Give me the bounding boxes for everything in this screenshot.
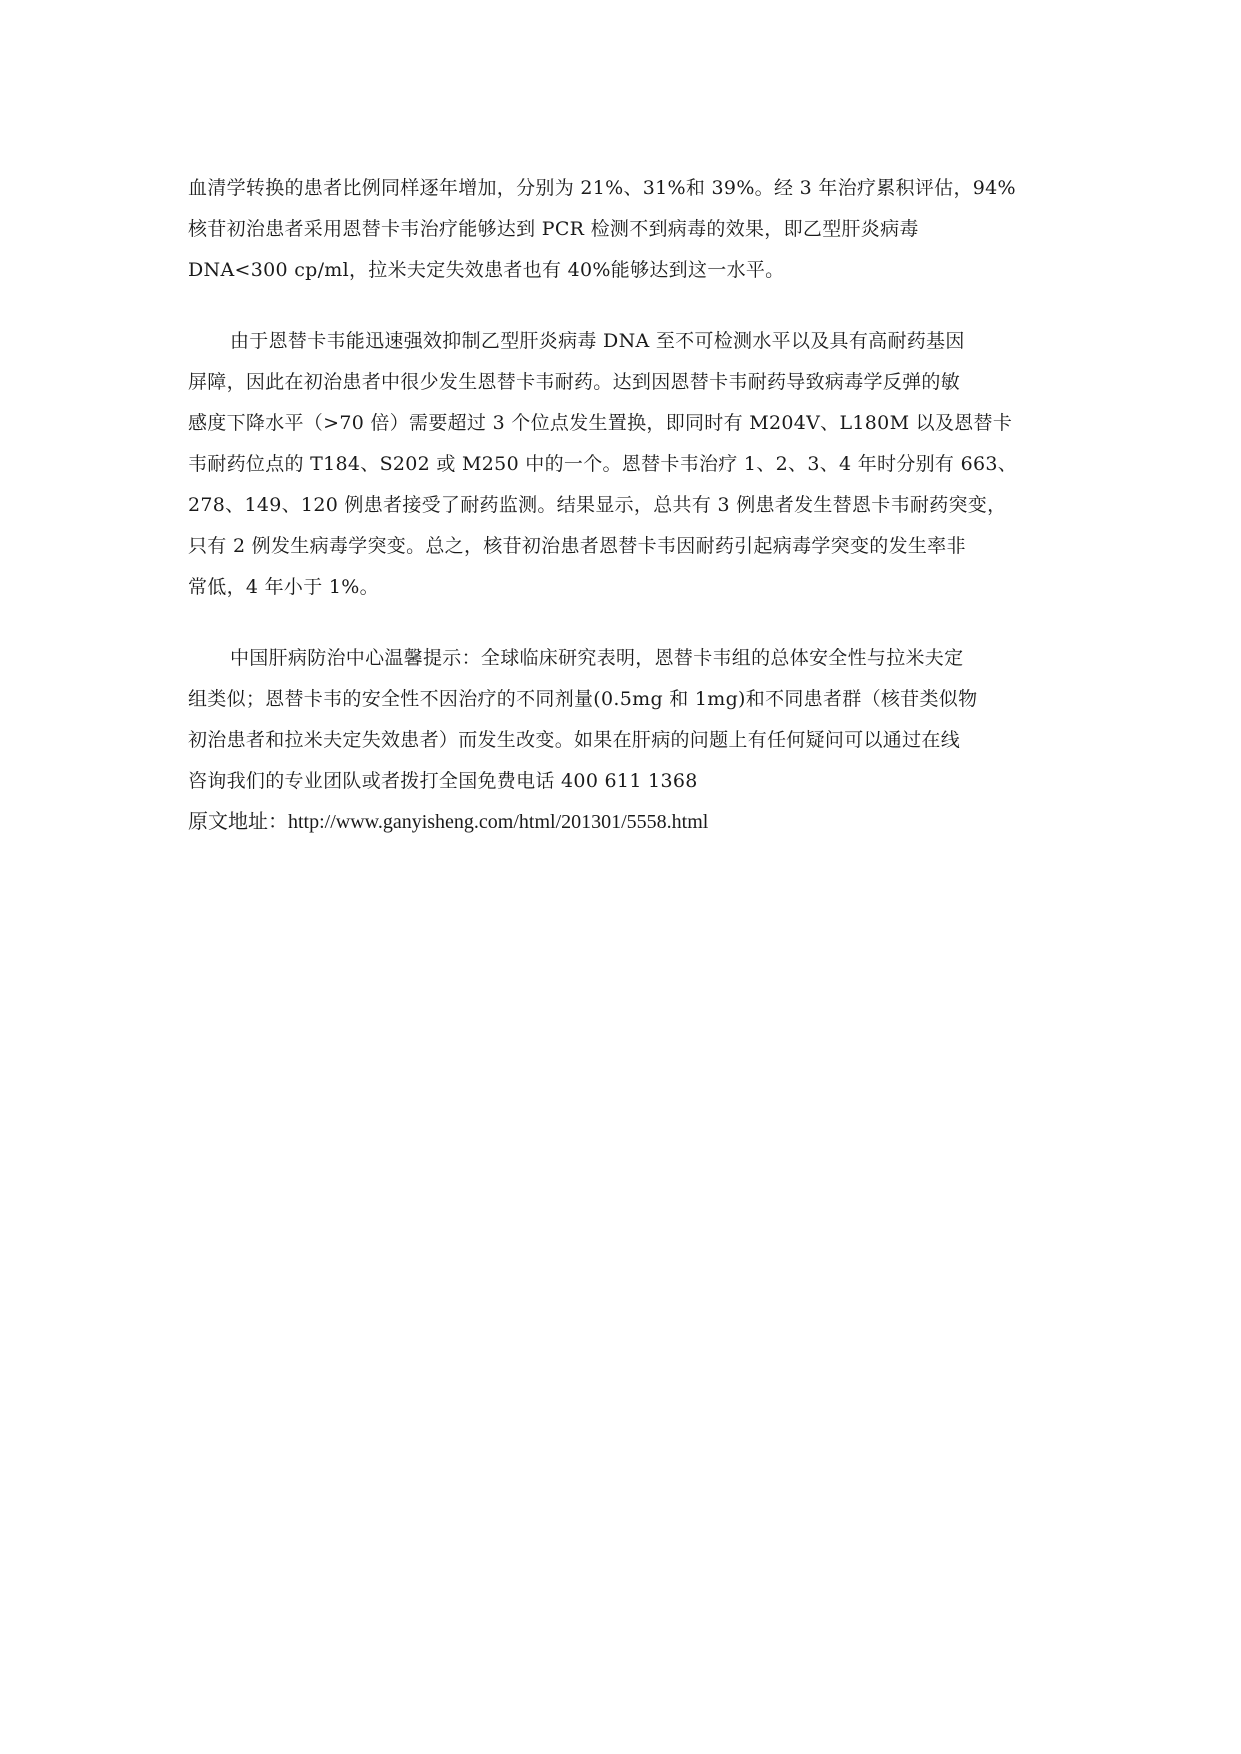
document-body (188, 168, 1056, 840)
paragraph-seroconversion (188, 168, 1056, 291)
paragraph-line: 常低，4 年小于 1%。 (188, 576, 379, 598)
paragraph-spacer (188, 608, 1056, 638)
paragraph-notice (188, 638, 1056, 802)
paragraph-line: 屏障，因此在初治患者中很少发生恩替卡韦耐药。达到因恩替卡韦耐药导致病毒学反弹的敏 (188, 371, 961, 393)
paragraph-line: 初治患者和拉米夫定失效患者）而发生改变。如果在肝病的问题上有任何疑问可以通过在线 (188, 729, 961, 751)
paragraph-line: 由于恩替卡韦能迅速强效抑制乙型肝炎病毒 DNA 至不可检测水平以及具有高耐药基因 (230, 330, 965, 352)
paragraph-line: 中国肝病防治中心温馨提示：全球临床研究表明，恩替卡韦组的总体安全性与拉米夫定 (230, 647, 964, 669)
paragraph-line: 血清学转换的患者比例同样逐年增加，分别为 21%、31%和 39%。经 3 年治疗累积评估，94% (188, 177, 1016, 199)
source-link[interactable]: 原文地址：http://www.ganyisheng.com/html/201301/5558.html (188, 811, 709, 833)
paragraph-line: 只有 2 例发生病毒学突变。总之，核苷初治患者恩替卡韦因耐药引起病毒学突变的发生率非 (188, 535, 966, 557)
paragraph-line: 韦耐药位点的 T184、S202 或 M250 中的一个。恩替卡韦治疗 1、2、3、4 年时分别有 663、 (188, 453, 1018, 475)
paragraph-resistance (188, 321, 1056, 608)
paragraph-line: 感度下降水平（>70 倍）需要超过 3 个位点发生置换，即同时有 M204V、L180M 以及恩替卡 (188, 412, 1013, 434)
paragraph-line: 咨询我们的专业团队或者拨打全国免费电话 400 611 1368 (188, 770, 698, 792)
paragraph-line: DNA<300 cp/ml，拉米夫定失效患者也有 40%能够达到这一水平。 (188, 259, 785, 281)
paragraph-line: 核苷初治患者采用恩替卡韦治疗能够达到 PCR 检测不到病毒的效果，即乙型肝炎病毒 (188, 218, 919, 240)
paragraph-line: 278、149、120 例患者接受了耐药监测。结果显示，总共有 3 例患者发生替恩卡韦耐药突变， (188, 494, 1007, 516)
paragraph-spacer (188, 291, 1056, 321)
paragraph-line: 组类似；恩替卡韦的安全性不因治疗的不同剂量(0.5mg 和 1mg)和不同患者群（核苷类似物 (188, 688, 978, 710)
